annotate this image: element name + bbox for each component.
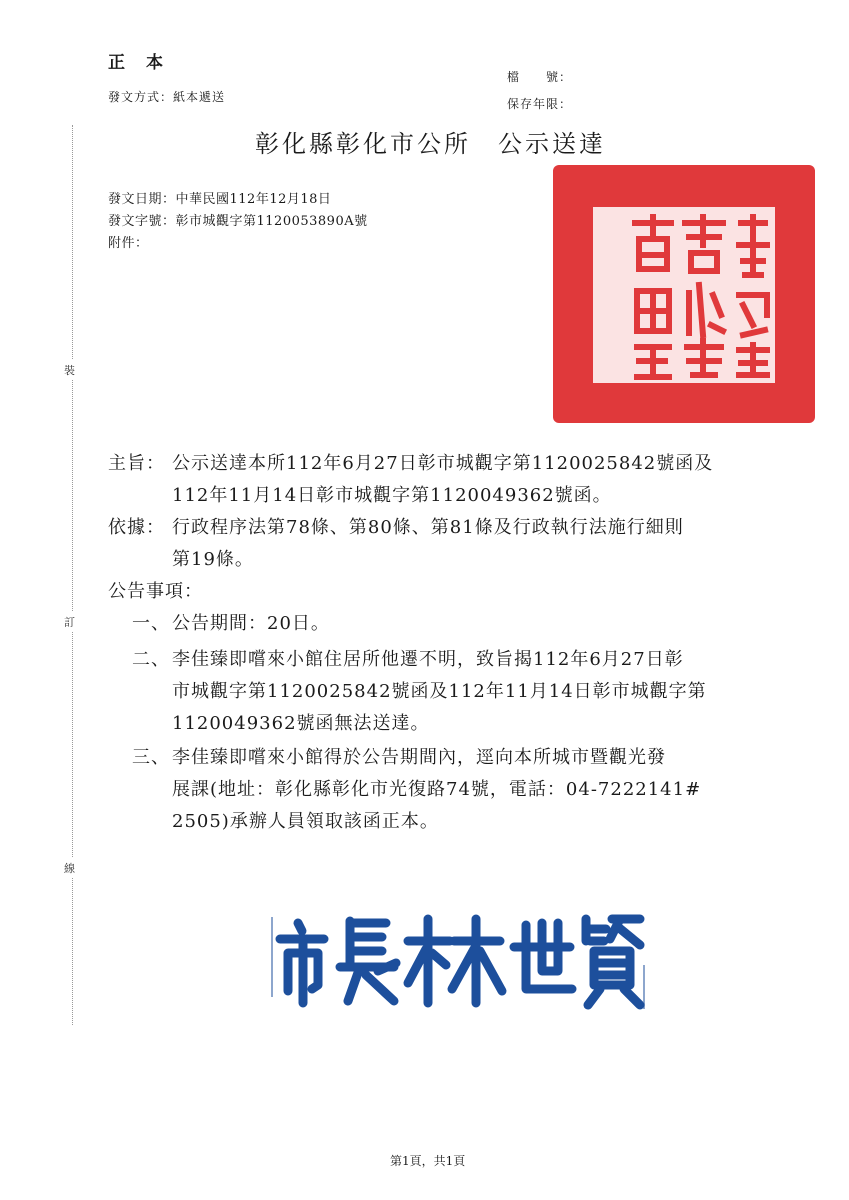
basis-label: 依據： (108, 517, 165, 538)
page-number: 第1頁，共1頁 (390, 1154, 466, 1168)
issue-date: 發文日期：中華民國112年12月18日 (108, 192, 332, 207)
binding-line (72, 125, 73, 1025)
subject-label: 主旨： (108, 453, 165, 474)
retention-label: 保存年限： (507, 97, 573, 111)
notice-item-1-line-1: 公告期間：20日。 (172, 613, 330, 634)
notice-item-2-line-3: 1120049362號函無法送達。 (172, 713, 430, 734)
reference-number: 發文字號：彰市城觀字第1120053890A號 (108, 214, 368, 229)
subject-line-1: 公示送達本所112年6月27日彰市城觀字第1120025842號函及 (172, 453, 714, 474)
basis-line-2: 第19條。 (172, 549, 254, 570)
notice-label: 公告事項： (108, 581, 203, 602)
attachment-label: 附件： (108, 236, 149, 251)
basis-line-1: 行政程序法第78條、第80條、第81條及行政執行法施行細則 (172, 517, 684, 538)
official-seal (553, 165, 815, 423)
mayor-signature-stamp (268, 905, 648, 1010)
notice-item-2-line-2: 市城觀字第1120025842號函及112年11月14日彰市城觀字第 (172, 681, 707, 702)
document-title: 彰化縣彰化市公所 公示送達 (255, 130, 606, 158)
binding-mark-xian: 線 (64, 858, 75, 878)
notice-item-2-num: 二、 (132, 649, 170, 670)
signature-glyphs-icon (268, 905, 648, 1010)
notice-item-3-line-2: 展課(地址：彰化縣彰化市光復路74號，電話：04-7222141# (172, 779, 702, 800)
notice-item-3-num: 三、 (132, 747, 170, 768)
binding-mark-ding: 訂 (64, 612, 75, 632)
copy-type: 正 本 (108, 53, 165, 73)
notice-item-1-num: 一、 (132, 613, 170, 634)
file-number-label: 檔 號： (507, 70, 573, 84)
delivery-method: 發文方式：紙本遞送 (108, 90, 226, 104)
notice-item-3-line-3: 2505)承辦人員領取該函正本。 (172, 811, 439, 832)
notice-item-2-line-1: 李佳臻即嚐來小館住居所他遷不明，致旨揭112年6月27日彰 (172, 649, 684, 670)
binding-mark-zhuang: 裝 (64, 360, 75, 380)
notice-item-3-line-1: 李佳臻即嚐來小館得於公告期間內，逕向本所城市暨觀光發 (172, 747, 666, 768)
seal-glyphs-icon (553, 165, 815, 423)
subject-line-2: 112年11月14日彰市城觀字第1120049362號函。 (172, 485, 612, 506)
